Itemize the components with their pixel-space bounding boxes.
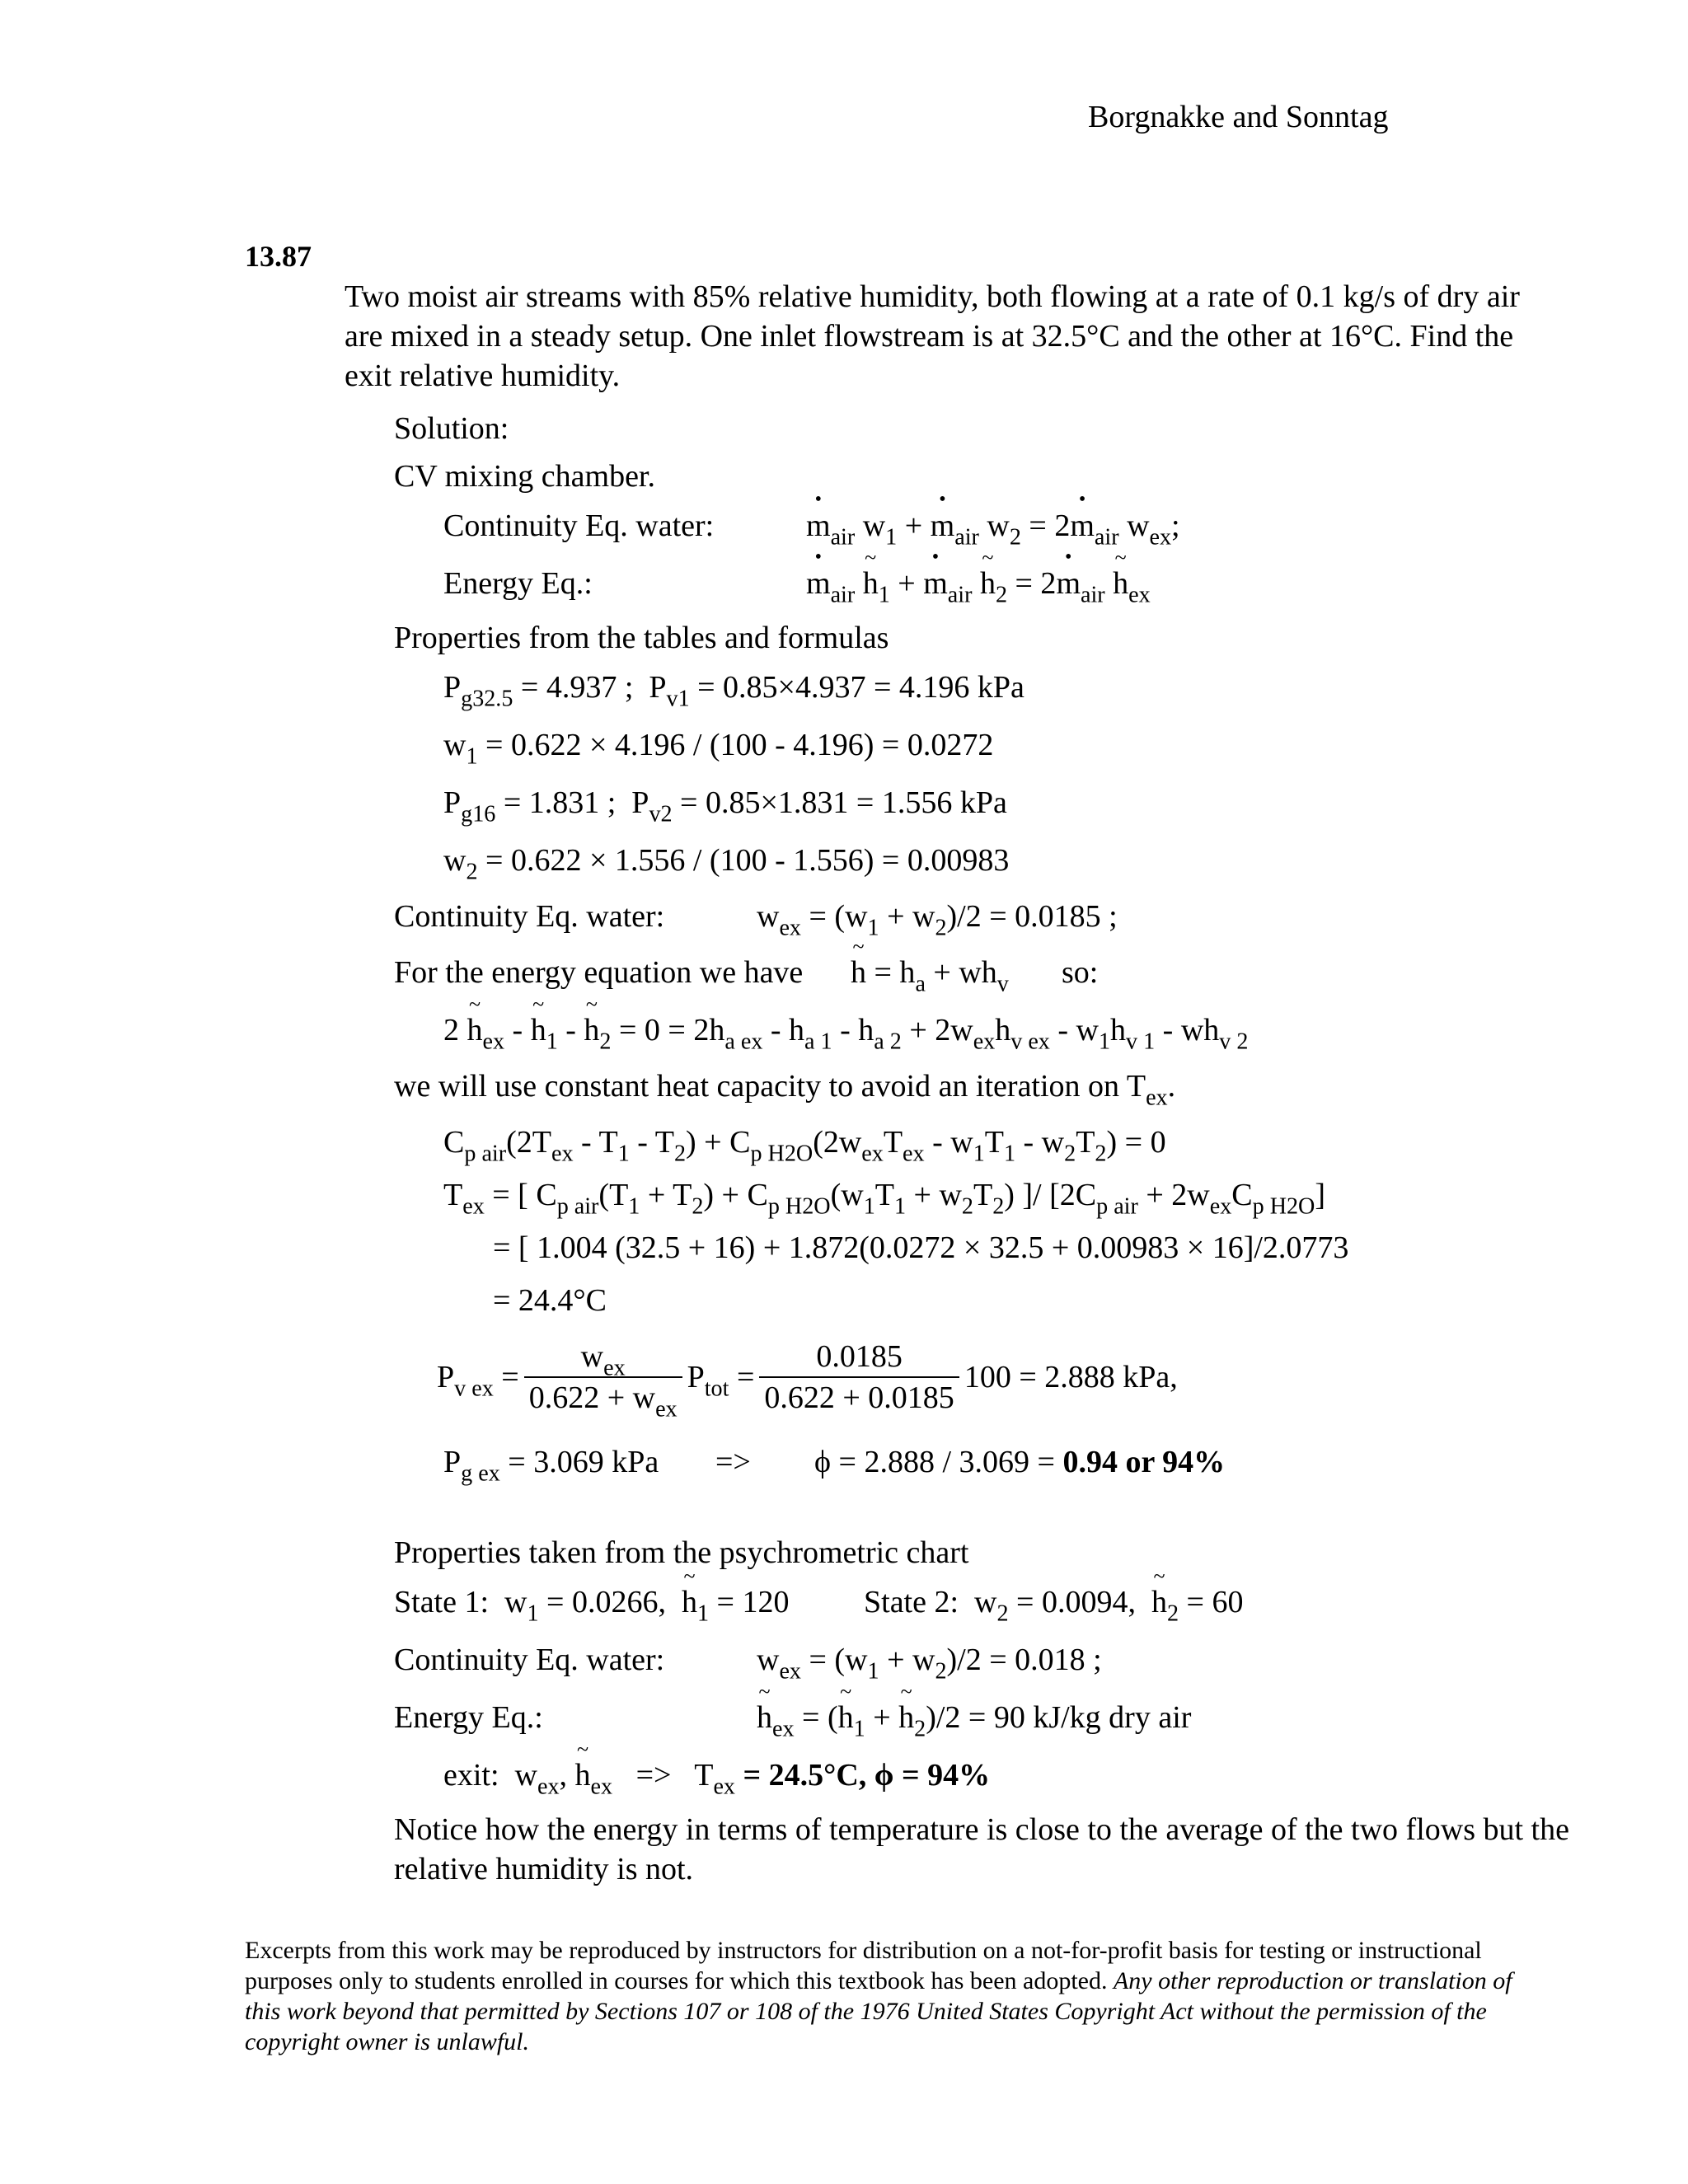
tex-result: = 24.4°C	[493, 1283, 607, 1318]
page-header: Borgnakke and Sonntag	[1088, 100, 1389, 134]
cp-equation: $C_{p air}(2T_{ex} - T_1 - T_2) + C_{p H2O}(2w_{ex}T_{ex} - w_1T_1 - w_2T_2) = 0$	[443, 1125, 1166, 1167]
pg16-line: $P_{g16} = 1.831$ ; $P_{v2} = 0.85\times 1.831 = 1.556$ kPa	[443, 785, 1007, 827]
state-2-line: State 2: $w_2 = 0.0094$, ~ $h_2 = 60$	[864, 1584, 1243, 1620]
energy-sentence: For the energy equation we have	[394, 955, 804, 990]
energy-label-3: Energy Eq.:	[394, 1700, 543, 1735]
w1-line: $w_1 = 0.622 \times 4.196 / (100 - 4.196) = 0.0272$	[443, 728, 994, 770]
phi-result: ϕ = 2.888 / 3.069 = 0.94 or 94%	[814, 1445, 1226, 1479]
problem-number: 13.87	[245, 240, 312, 273]
copyright-footer: Excerpts from this work may be reproduced by instructors for distribution on a not-for-profit basis for testing or instructional purposes only to students enrolled in courses for which this textbook has been adopted. Any other reproduction or translation of this work beyond that permitted by Sections 107 or 108 of the 1976 United States Copyright Act without the permission of the copyright owner is unlawful.	[245, 1937, 1512, 2055]
continuity-label-3: Continuity Eq. water:	[394, 1643, 665, 1677]
continuity-label: Continuity Eq. water:	[443, 509, 715, 543]
energy-label: Energy Eq.:	[443, 566, 593, 601]
w2-line: $w_2 = 0.622 \times 1.556 / (100 - 1.556) = 0.00983$	[443, 843, 1010, 885]
state-1-line: State 1: $w_1 = 0.0266$, ~ $h_1 = 120$	[394, 1584, 789, 1620]
so-label: so:	[1062, 955, 1099, 990]
tex-equation: $T_{ex}$ = [ $C_{p air}(T_1 + T_2) + C_{p H2O}(w_1T_1 + w_2T_2)$ ]/ $[2C_{p air} + 2w_{ex}C_{p H2O}]$	[443, 1178, 1326, 1220]
cv-label: CV mixing chamber.	[394, 459, 655, 494]
wex-equation: $w_{ex} = (w_1 + w_2)/2 = 0.0185$ ;	[757, 899, 1118, 941]
pg-ex-line: $P_{g ex} = 3.069$ kPa	[443, 1445, 659, 1487]
hex-chart-equation: ~ $h_{ex}$ = (~ $h_1$ + ~ $h_2)/2 = 90$ kJ/kg dry air	[757, 1699, 1191, 1736]
implies-arrow: =>	[715, 1445, 751, 1479]
energy-expansion: 2 ~ $h_{ex}$ - ~ $h_1$ - ~ $h_2 = 0 = 2h_{a ex} - h_{a 1} - h_{a 2} + 2w_{ex}h_{v ex} - w_1h_{v 1} - wh_{v 2}$	[443, 1012, 1248, 1048]
continuity-equation: • $m_{air}$ $w_1$ + • $m_{air}$ $w_2$ = 2• $m_{air}$ $w_{ex}$;	[806, 508, 1180, 544]
properties-chart-heading: Properties taken from the psychrometric chart	[394, 1535, 969, 1570]
pg325-line: $P_{g32.5} = 4.937$ ; $P_{v1} = 0.85\times 4.937 = 4.196$ kPa	[443, 670, 1025, 712]
continuity-label-2: Continuity Eq. water:	[394, 899, 665, 934]
notice-paragraph: Notice how the energy in terms of temperature is close to the average of the two flows but the relative humidity is not.	[394, 1812, 1569, 1886]
constant-heat-sentence: we will use constant heat capacity to avoid an iteration on $T_{ex}$.	[394, 1069, 1176, 1111]
solution-label: Solution:	[394, 411, 509, 446]
properties-tables-heading: Properties from the tables and formulas	[394, 621, 889, 655]
energy-equation: • $m_{air}$ ~ $h_1$ + • $m_{air}$ ~ $h_2$ = 2• $m_{air}$ ~ $h_{ex}$	[806, 565, 1151, 602]
problem-statement: Two moist air streams with 85% relative humidity, both flowing at a rate of 0.1 kg/s of dry air are mixed in a steady setup. One inlet flowstream is at 32.5°C and the other at 16°C. Find the exit relative humidity.	[345, 279, 1520, 393]
enthalpy-definition: ~ $h = h_a + wh_v$	[851, 954, 1009, 991]
pv-ex-equation: $P_{v ex}$ = $\frac{w_{ex}}{0.622 + w_{ex}}$ $P_{tot}$ = $\frac{0.0185}{0.622 + 0.0185}$ 100 = 2.888 kPa,	[437, 1339, 1178, 1422]
tex-substitution: = [ 1.004 (32.5 + 16) + 1.872(0.0272 × 32.5 + 0.00983 × 16]/2.0773	[493, 1230, 1349, 1265]
wex-chart-equation: $w_{ex} = (w_1 + w_2)/2 = 0.018$ ;	[757, 1643, 1102, 1685]
exit-line: exit: $w_{ex}$, ~ $h_{ex} => T_{ex} = 24.5^\circ C$, ϕ = 94%	[443, 1757, 990, 1793]
